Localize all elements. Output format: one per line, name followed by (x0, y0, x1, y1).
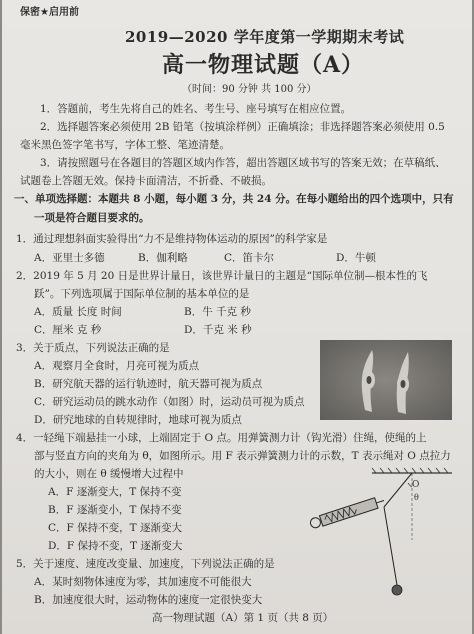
question-2-option-a: A．质量 长度 时间 (34, 306, 122, 318)
question-5-stem: 5．关于速度、速度改变量、加速度，下列说法正确的是 (16, 558, 275, 570)
time-info: （时间：90 分钟 共 100 分） (182, 84, 317, 95)
question-3-stem: 3．关于质点，下列说法正确的是 (16, 342, 170, 354)
question-1-option-b: B．伽利略 (138, 252, 188, 264)
question-5-option-a: A．某时刻物体速度为零，其加速度不可能很大 (34, 576, 252, 588)
question-1-option-c: C．笛卡尔 (224, 252, 275, 264)
question-2-stem: 跃”。下列选项属于国际单位制的基本单位的是 (34, 288, 250, 300)
question-2-option-c: C．厘米 克 秒 (34, 324, 102, 336)
confidential-label: 保密★启用前 (20, 7, 79, 18)
instruction-line: 3．请按照题号在各题目的答题区域内作答，超出答题区域书写的答案无效；在草稿纸、 (40, 157, 446, 169)
question-3-option-d: D．研究地球的自转规律时，地球可视为质点 (34, 414, 242, 426)
instruction-line: 2．选择题答案必须使用 2B 铅笔（按填涂样例）正确填涂；非选择题答案必须使用 0.5 (40, 121, 445, 133)
point-o-label: O (412, 480, 420, 490)
exam-page (2, 0, 472, 634)
section-heading: 一项是符合题目要求的。 (34, 212, 150, 224)
question-3-option-c: C．研究运动员的跳水动作（如图）时，运动员可视为质点 (34, 396, 305, 408)
question-2-option-d: D．千克 米 秒 (184, 324, 252, 336)
question-1-stem: 1．通过理想斜面实验得出“力不是维持物体运动的原因”的科学家是 (16, 233, 328, 245)
instruction-line: 毫米黑色签字笔书写，字体工整、笔迹清楚。 (20, 139, 230, 151)
question-3-option-b: B．研究航天器的运行轨迹时，航天器可视为质点 (34, 378, 263, 390)
question-4-stem: 部与竖直方向的夹角为 θ，如图所示。用 F 表示弹簧测力计的示数，T 表示绳对 O 点拉力 (34, 450, 451, 462)
exam-title: 2019—2020 学年度第一学期期末考试 (125, 28, 405, 46)
question-4-option-b: B．F 逐渐变小，T 保持不变 (48, 504, 182, 516)
question-4-option-a: A．F 逐渐变大，T 保持不变 (48, 486, 182, 498)
question-1-option-d: D．牛顿 (336, 252, 376, 264)
question-4-option-d: D．F 保持不变，T 逐渐变大 (48, 540, 183, 552)
question-3-option-a: A．观察月全食时，月亮可视为质点 (34, 360, 200, 372)
question-4-option-c: C．F 保持不变，T 逐渐变大 (48, 522, 182, 534)
question-1-option-a: A．亚里士多德 (34, 252, 105, 264)
instruction-line: 试题卷上答题无效。保持卡面清洁，不折叠、不破损。 (20, 175, 272, 187)
question-4-stem: 的大小，则在 θ 缓慢增大过程中 (34, 468, 184, 480)
question-5-option-b: B．加速度很大时，运动物体的速度一定很快变大 (34, 594, 263, 606)
page-footer: 高一物理试题（A）第 1 页（共 8 页） (152, 612, 334, 624)
spring-scale-diagram (302, 465, 457, 615)
section-heading: 一、单项选择题：本题共 8 小题，每小题 3 分，共 24 分。在每小题给出的四个选项中，只有 (14, 193, 454, 205)
angle-theta-label: θ (414, 493, 419, 502)
instruction-line: 1．答题前，考生先将自己的姓名、考生号、座号填写在相应位置。 (40, 103, 352, 115)
diving-photo (320, 340, 452, 420)
question-2-stem: 2．2019 年 5 月 20 日是世界计量日，该世界计量日的主题是“国际单位制—根本性的飞 (16, 270, 428, 282)
page-title: 高一物理试题（A） (162, 52, 365, 78)
question-2-option-b: B．牛 千克 秒 (184, 306, 251, 318)
question-4-stem: 4．一轻绳下端悬挂一小球，上端固定于 O 点。用弹簧测力计（钩光滑）住绳，使绳的上 (16, 432, 427, 444)
